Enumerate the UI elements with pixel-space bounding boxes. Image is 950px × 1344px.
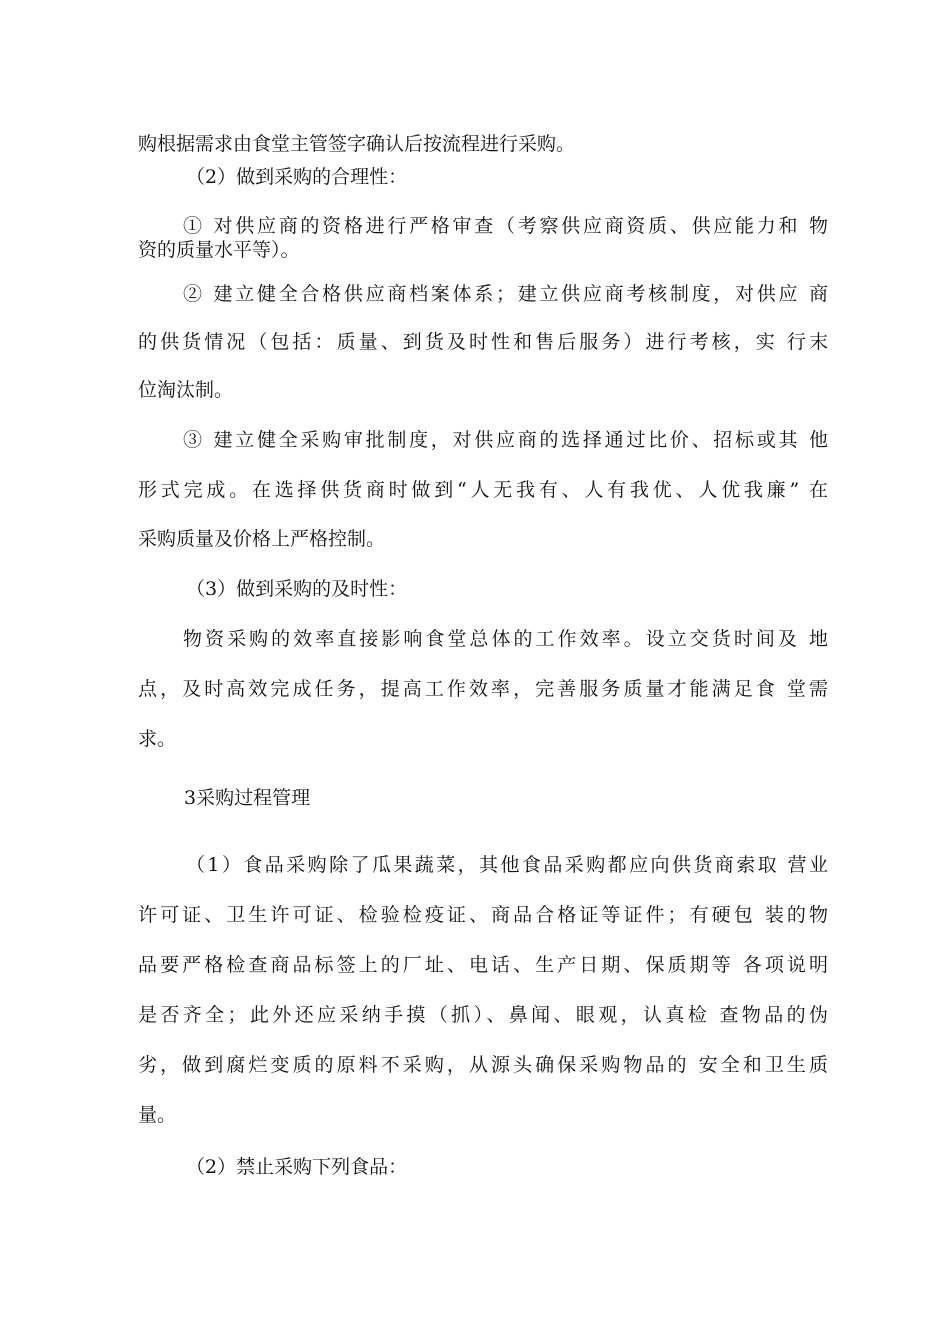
- paragraph-line: 采购质量及价格上严格控制。: [138, 528, 386, 550]
- paragraph-line: ③ 建立健全采购审批制度，对供应商的选择通过比价、招标或其 他: [183, 429, 828, 451]
- section-heading: （3）做到采购的及时性：: [186, 578, 408, 600]
- paragraph-line: ① 对供应商的资格进行严格审查（考察供应商资质、供应能力和 物: [183, 215, 828, 237]
- paragraph-line: 量。: [138, 1104, 177, 1126]
- paragraph-line: 是否齐全；此外还应采纳手摸（抓）、鼻闻、眼观，认真检 查物品的伪: [138, 1004, 828, 1026]
- paragraph-line: 劣，做到腐烂变质的原料不采购，从源头确保采购物品的 安全和卫生质: [138, 1054, 828, 1076]
- paragraph-line: ② 建立健全合格供应商档案体系；建立供应商考核制度，对供应 商: [183, 283, 828, 305]
- paragraph-line: （1）食品采购除了瓜果蔬菜，其他食品采购都应向供货商索取 营业: [186, 854, 828, 876]
- section-title: 3采购过程管理: [184, 787, 311, 809]
- paragraph-line: 购根据需求由食堂主管签字确认后按流程进行采购。: [138, 133, 576, 155]
- paragraph-line: 资的质量水平等）。: [138, 239, 300, 261]
- paragraph-line: 品要严格检查商品标签上的厂址、电话、生产日期、保质期等 各项说明: [138, 954, 828, 976]
- paragraph-line: 形式完成。在选择供货商时做到“人无我有、人有我优、人优我廉” 在: [138, 479, 828, 501]
- paragraph-line: 位淘汰制。: [138, 379, 234, 401]
- paragraph-line: 许可证、卫生许可证、检验检疫证、商品合格证等证件；有硬包 装的物: [138, 904, 828, 926]
- paragraph-line: 物资采购的效率直接影响食堂总体的工作效率。设立交货时间及 地: [183, 628, 828, 650]
- paragraph-line: 的供货情况（包括：质量、到货及时性和售后服务）进行考核，实 行末: [138, 331, 828, 353]
- section-heading: （2）做到采购的合理性：: [186, 166, 408, 188]
- paragraph-line: 求。: [138, 728, 177, 750]
- paragraph-line: 点，及时高效完成任务，提高工作效率，完善服务质量才能满足食 堂需: [138, 678, 828, 700]
- section-heading: （2）禁止采购下列食品：: [186, 1156, 408, 1178]
